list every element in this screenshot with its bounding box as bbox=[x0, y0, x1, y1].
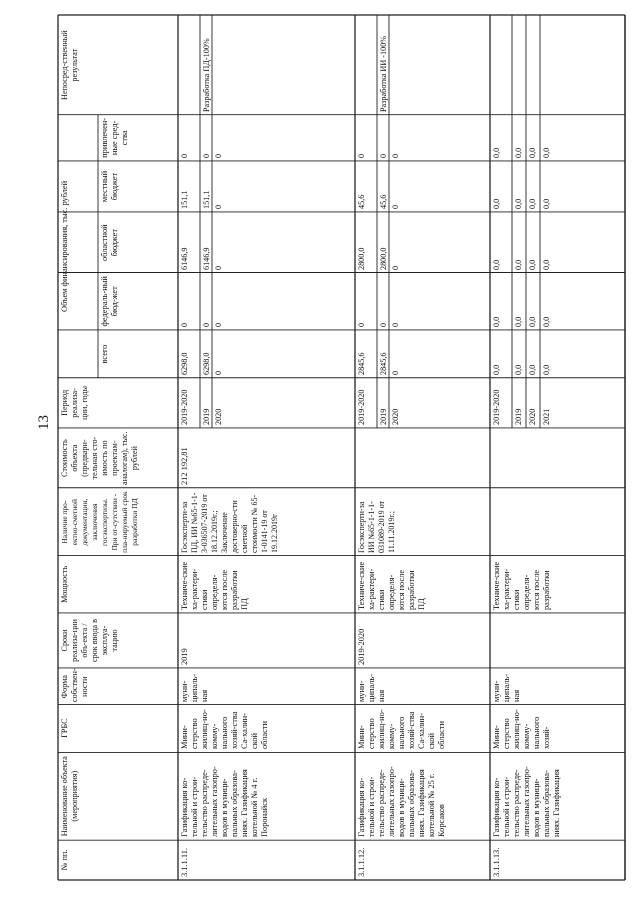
cell-local: 45,6 bbox=[357, 194, 366, 209]
cell-total: 0,0 bbox=[528, 364, 537, 375]
cell-local: 45,6 bbox=[379, 194, 388, 209]
cell-local: 0 bbox=[391, 204, 400, 209]
cell-grbs: Мини-стерство жилищ-но-комму-нального хозяй- bbox=[492, 709, 551, 750]
cell-period: 2020 bbox=[391, 408, 400, 425]
cell-design-doc bbox=[492, 491, 625, 553]
cell-regional: 0 bbox=[214, 265, 223, 270]
cell-terms: 2019 bbox=[180, 648, 189, 665]
header-local: местный бюджет bbox=[100, 170, 119, 202]
cell-grbs: Мини-стерство жилищ-но-комму-нального хозяй-ства Са-халин-ской области bbox=[357, 709, 446, 750]
cell-result bbox=[357, 18, 377, 112]
cell-name: Газификация ко-тельной и строи-тельство распреде-лительных газопро-водов в муници-пальных образова-ниях. Газификация котельной № 25 г. Корсаков bbox=[357, 766, 446, 838]
cell-result: Разработка ПД-100% bbox=[202, 37, 211, 112]
cell-cost bbox=[492, 431, 625, 485]
cell-period: 2021 bbox=[542, 408, 551, 425]
cell-regional: 0,0 bbox=[528, 259, 537, 270]
cell-cost: 212 192,81 bbox=[180, 447, 189, 485]
cell-num: 3.1.1.11. bbox=[180, 847, 189, 877]
cell-period: 2019-2020 bbox=[492, 389, 501, 425]
header-attracted: привлечен-ные сред-ства bbox=[100, 117, 129, 158]
header-result: Непосред-ственный результат bbox=[60, 29, 79, 100]
cell-total: 0,0 bbox=[492, 364, 501, 375]
cell-result bbox=[514, 18, 526, 112]
cell-capacity: Техниче-ские ха-рактери-стики определя-ются после разработки ПД bbox=[357, 561, 426, 610]
cell-local: 0 bbox=[214, 204, 223, 209]
cell-result bbox=[542, 18, 576, 112]
cell-total: 0,0 bbox=[542, 364, 551, 375]
cell-total: 2845,6 bbox=[379, 352, 388, 375]
cell-period: 2019 bbox=[514, 408, 523, 425]
cell-period: 2019 bbox=[202, 408, 211, 425]
cell-local: 0,0 bbox=[528, 198, 537, 209]
header-design-doc: Наличие про-ектно-сметной документации, заключения госэкспертизы. При от-сутствии - пла-нируемый срок разработки ПД bbox=[60, 490, 139, 553]
cell-federal: 0,0 bbox=[492, 316, 501, 327]
header-name: Наименование объекта (мероприятия) bbox=[60, 756, 79, 837]
cell-attracted: 0 bbox=[357, 153, 366, 158]
cell-grbs: Мини-стерство жилищ-но-комму-нального хозяй-ства Са-халин-ской области bbox=[180, 709, 269, 750]
page-number: 13 bbox=[36, 415, 52, 430]
cell-attracted: 0 bbox=[214, 153, 223, 158]
cell-ownership: муни-ципаль-ная bbox=[180, 673, 209, 702]
header-federal: федераль-ный бюд-жет bbox=[100, 276, 119, 327]
cell-total: 2845,6 bbox=[357, 352, 366, 375]
cell-ownership: муни-ципаль-ная bbox=[492, 673, 521, 702]
cell-cost bbox=[357, 431, 490, 485]
cell-regional: 2800,0 bbox=[379, 246, 388, 270]
header-ownership: Форма собствен-ности bbox=[60, 667, 89, 702]
cell-result bbox=[214, 18, 248, 112]
cell-result bbox=[528, 18, 540, 112]
cell-total: 0 bbox=[391, 370, 400, 375]
cell-design-doc: Госэксперти-за ИИ №65-1-1-1-031089-2019 от 11.11.2019г.; bbox=[357, 500, 396, 553]
cell-attracted: 0,0 bbox=[528, 147, 537, 158]
header-terms: Сроки реализа-ции объ-екта / срок ввода в эксплуа-тацию bbox=[60, 618, 119, 662]
header-regional: областной бюджет bbox=[100, 223, 119, 261]
cell-capacity: Техниче-ские ха-рактери-стики определя-ются после разработки ПД bbox=[180, 561, 249, 610]
cell-federal: 0 bbox=[180, 322, 189, 327]
cell-federal: 0 bbox=[391, 322, 400, 327]
cell-local: 151,1 bbox=[180, 190, 189, 209]
header-cost: Стоимость объекта (предвари-тельная сто-имость по проектам-аналогам), тыс. рублей bbox=[60, 431, 139, 485]
cell-period: 2019-2020 bbox=[357, 389, 366, 425]
cell-attracted: 0 bbox=[379, 153, 388, 158]
cell-regional: 0,0 bbox=[514, 259, 523, 270]
cell-federal: 0 bbox=[379, 322, 388, 327]
cell-attracted: 0,0 bbox=[492, 147, 501, 158]
cell-regional: 0 bbox=[391, 265, 400, 270]
cell-federal: 0 bbox=[357, 322, 366, 327]
header-grbs: ГРБС bbox=[60, 718, 69, 739]
cell-attracted: 0 bbox=[391, 153, 400, 158]
cell-name: Газификация ко-тельной и строи-тельство распреде-лительных газопро-водов в муници-пальных образова-ниях. Газификация bbox=[492, 766, 561, 838]
cell-total: 6298,0 bbox=[202, 352, 211, 375]
cell-regional: 0,0 bbox=[542, 259, 551, 270]
cell-result bbox=[492, 18, 512, 112]
cell-regional: 2800,0 bbox=[357, 246, 366, 270]
cell-attracted: 0,0 bbox=[542, 147, 551, 158]
cell-local: 0,0 bbox=[492, 198, 501, 209]
cell-num: 3.1.1.13. bbox=[492, 847, 501, 877]
cell-regional: 6146,9 bbox=[180, 246, 189, 270]
cell-terms: 2019-2020 bbox=[357, 628, 366, 665]
cell-local: 0,0 bbox=[542, 198, 551, 209]
cell-local: 151,1 bbox=[202, 190, 211, 209]
cell-regional: 6146,9 bbox=[202, 246, 211, 270]
cell-federal: 0,0 bbox=[542, 316, 551, 327]
cell-total: 0,0 bbox=[514, 364, 523, 375]
cell-total: 6298,0 bbox=[180, 352, 189, 375]
cell-capacity: Техниче-ские ха-рактери-стики определя-ются после разработки bbox=[492, 561, 551, 610]
cell-local: 0,0 bbox=[514, 198, 523, 209]
cell-name: Газификация ко-тельной и строи-тельство распреде-лительных газопро-водов в муници-пальных образова-ниях. Газификация котельной № 4 г. Поронайск bbox=[180, 766, 269, 838]
cell-attracted: 0 bbox=[180, 153, 189, 158]
cell-period: 2019 bbox=[379, 408, 388, 425]
cell-period: 2020 bbox=[214, 408, 223, 425]
cell-design-doc: Госэксперти-за ПД, ИИ №65-1-1-3-036507-2019 от 18.12.2019г.; Заключение достоверно-сти сметной стоимости № 65-1-0141-19 от 19.12.2019г bbox=[180, 492, 279, 553]
cell-result: Разработка ИИ -100% bbox=[379, 35, 388, 112]
cell-result bbox=[391, 18, 425, 112]
cell-federal: 0,0 bbox=[528, 316, 537, 327]
header-capacity: Мощность bbox=[60, 565, 69, 603]
cell-ownership: муни-ципаль-ная bbox=[357, 673, 386, 702]
cell-attracted: 0 bbox=[202, 153, 211, 158]
cell-federal: 0 bbox=[202, 322, 211, 327]
header-funding-group: Объем финансирования, тыс. рублей bbox=[60, 180, 69, 312]
cell-total: 0 bbox=[214, 370, 223, 375]
cell-num: 3.1.1.12. bbox=[357, 847, 366, 877]
header-period: Период реализа-ции, годы bbox=[60, 385, 89, 420]
cell-federal: 0,0 bbox=[514, 316, 523, 327]
header-num: № пп. bbox=[60, 849, 69, 871]
cell-result bbox=[180, 18, 200, 112]
cell-terms bbox=[492, 616, 625, 665]
cell-attracted: 0,0 bbox=[514, 147, 523, 158]
cell-period: 2020 bbox=[528, 408, 537, 425]
header-total: всего bbox=[100, 344, 109, 364]
cell-federal: 0 bbox=[214, 322, 223, 327]
cell-regional: 0,0 bbox=[492, 259, 501, 270]
cell-period: 2019-2020 bbox=[180, 389, 189, 425]
